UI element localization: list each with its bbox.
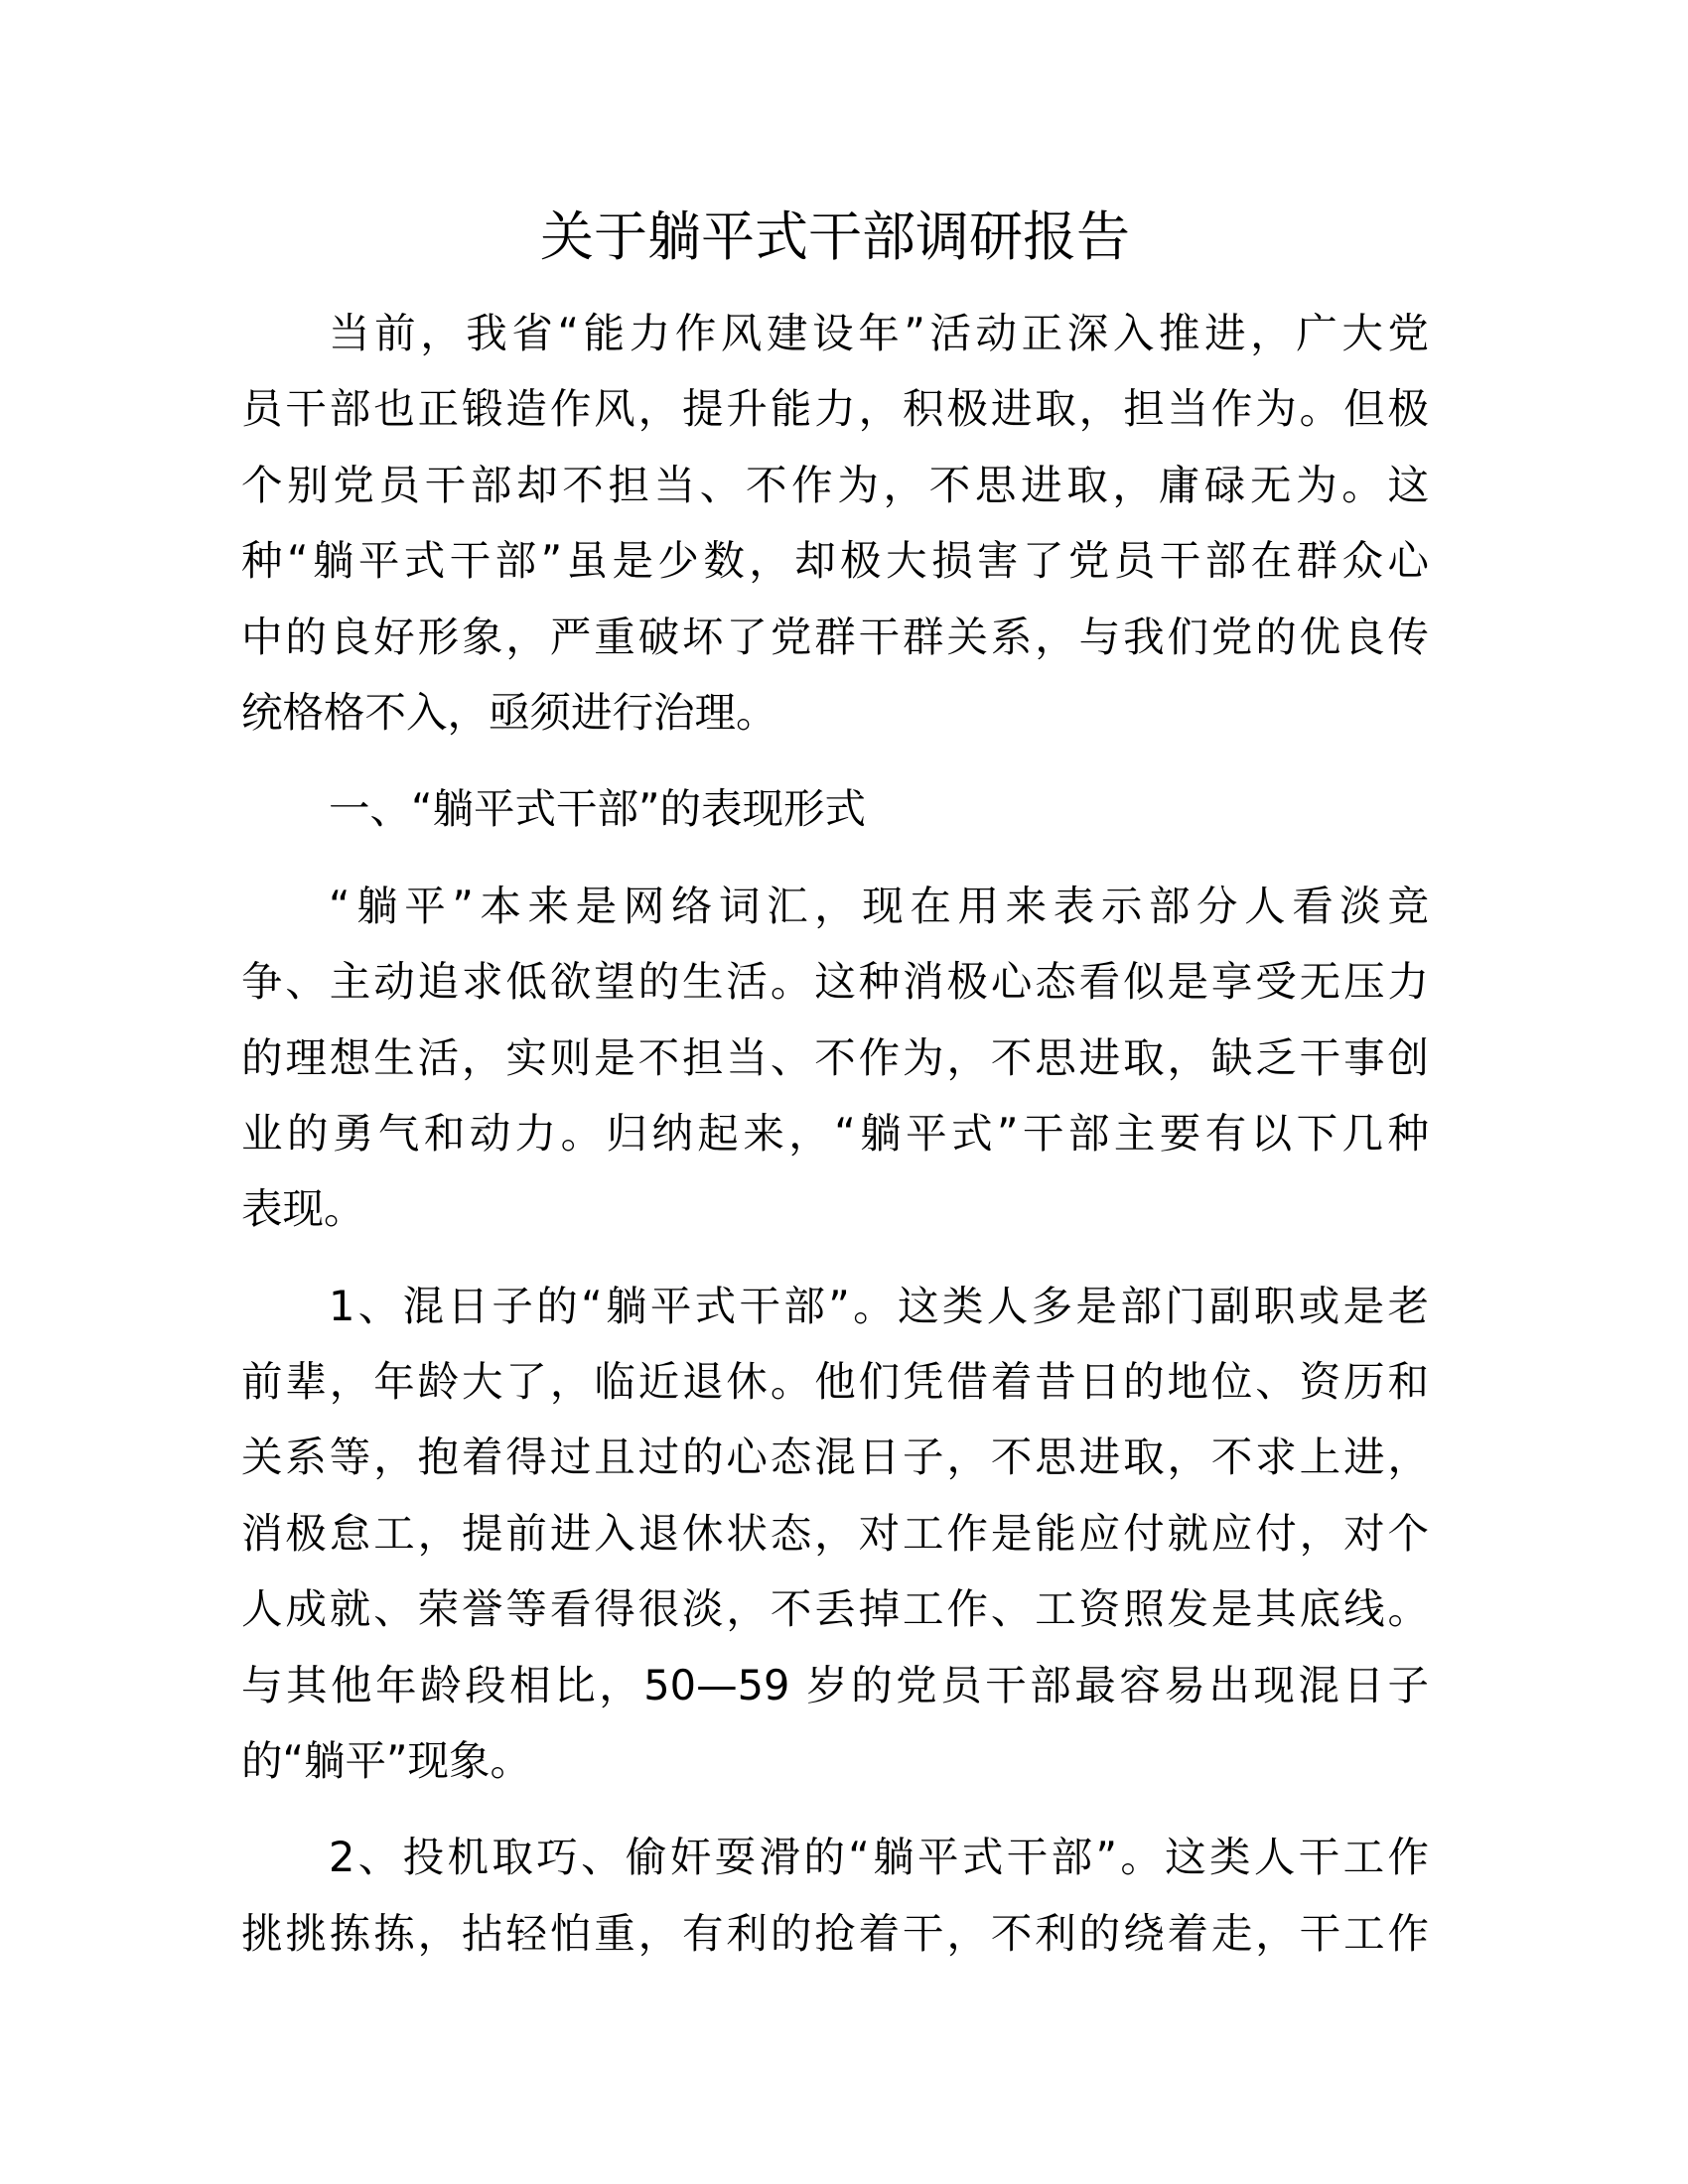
document-body bbox=[241, 296, 1429, 1972]
text-line: 个别党员干部却不担当、不作为，不思进取，庸碌无为。这 bbox=[241, 460, 1429, 509]
text-line: 争、主动追求低欲望的生活。这种消极心态看似是享受无压力 bbox=[241, 957, 1429, 1007]
text-line: 当前，我省“能力作风建设年”活动正深入推进，广大党 bbox=[329, 309, 1429, 357]
section-heading bbox=[241, 771, 1429, 847]
text-line: 员干部也正锻造作风，提升能力，积极进取，担当作为。但极 bbox=[241, 384, 1429, 434]
text-line: 一、“躺平式干部”的表现形式 bbox=[329, 784, 867, 834]
text-line: 的“躺平”现象。 bbox=[241, 1736, 532, 1786]
text-line: 种“躺平式干部”虽是少数，却极大损害了党员干部在群众心 bbox=[241, 536, 1429, 586]
text-line: “躺平”本来是网络词汇，现在用来表示部分人看淡竞 bbox=[329, 881, 1429, 930]
text-line: 统格格不入，亟须进行治理。 bbox=[241, 687, 777, 737]
text-line: 与其他年龄段相比，50—59 岁的党员干部最容易出现混日子 bbox=[241, 1660, 1429, 1709]
text-line: 前辈，年龄大了，临近退休。他们凭借着昔日的地位、资历和 bbox=[241, 1357, 1429, 1407]
text-line: 人成就、荣誉等看得很淡，不丢掉工作、工资照发是其底线。 bbox=[241, 1584, 1429, 1634]
text-line: 关系等，抱着得过且过的心态混日子，不思进取，不求上进， bbox=[241, 1433, 1429, 1482]
text-line: 中的良好形象，严重破坏了党群干群关系，与我们党的优良传 bbox=[241, 612, 1429, 661]
text-line: 1、混日子的“躺平式干部”。这类人多是部门副职或是老 bbox=[329, 1281, 1429, 1330]
document-title: 关于躺平式干部调研报告 bbox=[540, 205, 1130, 268]
paragraph bbox=[241, 1269, 1429, 1800]
paragraph bbox=[241, 296, 1429, 751]
text-line: 表现。 bbox=[241, 1184, 365, 1234]
text-line: 消极怠工，提前进入退休状态，对工作是能应付就应付，对个 bbox=[241, 1508, 1429, 1558]
text-line: 业的勇气和动力。归纳起来，“躺平式”干部主要有以下几种 bbox=[241, 1108, 1429, 1158]
text-line: 挑挑拣拣，拈轻怕重，有利的抢着干，不利的绕着走，干工作 bbox=[241, 1908, 1429, 1958]
text-line: 的理想生活，实则是不担当、不作为，不思进取，缺乏干事创 bbox=[241, 1032, 1429, 1082]
document-page bbox=[241, 200, 1429, 1972]
text-line: 2、投机取巧、偷奸耍滑的“躺平式干部”。这类人干工作 bbox=[329, 1833, 1429, 1882]
paragraph bbox=[241, 869, 1429, 1248]
paragraph bbox=[241, 1820, 1429, 1972]
